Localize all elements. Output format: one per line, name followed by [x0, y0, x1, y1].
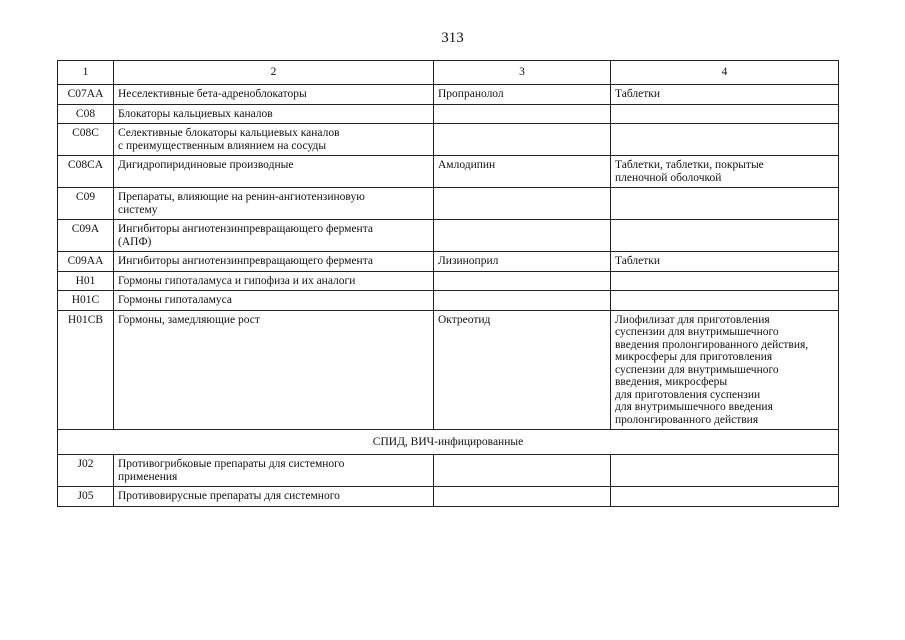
dosage-form-cell: [611, 188, 839, 220]
atc-code-cell: J02: [58, 455, 114, 487]
drug-name-cell: [434, 271, 611, 291]
atc-code-cell: C09A: [58, 220, 114, 252]
drug-name-cell: [434, 188, 611, 220]
atc-code-cell: C09AA: [58, 252, 114, 272]
group-name-cell: Неселективные бета-адреноблокаторы: [114, 85, 434, 105]
group-name-cell: Противогрибковые препараты для системного применения: [114, 455, 434, 487]
group-name-cell: Противовирусные препараты для системного: [114, 487, 434, 507]
table-row: [58, 104, 839, 124]
drug-name-cell: [434, 124, 611, 156]
atc-code-cell: C08C: [58, 124, 114, 156]
table-body: [58, 85, 839, 507]
column-header-2: 2: [114, 61, 434, 85]
drug-name-cell: Амлодипин: [434, 156, 611, 188]
dosage-form-cell: [611, 124, 839, 156]
dosage-form-cell: Таблетки, таблетки, покрытые пленочной оболочкой: [611, 156, 839, 188]
table-row: [58, 271, 839, 291]
table-row: [58, 188, 839, 220]
dosage-form-cell: [611, 291, 839, 311]
group-name-cell: Блокаторы кальциевых каналов: [114, 104, 434, 124]
drug-name-cell: Пропранолол: [434, 85, 611, 105]
column-header-3: 3: [434, 61, 611, 85]
group-name-cell: Селективные блокаторы кальциевых каналов с преимущественным влиянием на сосуды: [114, 124, 434, 156]
drug-name-cell: [434, 104, 611, 124]
section-heading: СПИД, ВИЧ-инфицированные: [58, 430, 839, 455]
dosage-form-cell: [611, 220, 839, 252]
table-row: [58, 220, 839, 252]
drug-name-cell: [434, 220, 611, 252]
section-heading-row: [58, 430, 839, 455]
atc-code-cell: H01: [58, 271, 114, 291]
page-number: 313: [441, 30, 464, 46]
table-row: [58, 156, 839, 188]
dosage-form-cell: Лиофилизат для приготовления суспензии для внутримышечного введения пролонгированного действия, микросферы для приготовления суспензии для внутримышечного введения, микросферы для приготовления суспензии для внутримышечного введения пролонгированного действия: [611, 310, 839, 430]
dosage-form-cell: [611, 455, 839, 487]
dosage-form-cell: [611, 104, 839, 124]
drug-table: [57, 60, 839, 507]
drug-name-cell: [434, 291, 611, 311]
group-name-cell: Ингибиторы ангиотензинпревращающего фермента: [114, 252, 434, 272]
atc-code-cell: C09: [58, 188, 114, 220]
atc-code-cell: C08: [58, 104, 114, 124]
drug-name-cell: [434, 487, 611, 507]
table-row: [58, 310, 839, 430]
table-header-row: [58, 61, 839, 85]
atc-code-cell: H01C: [58, 291, 114, 311]
group-name-cell: Препараты, влияющие на ренин-ангиотензиновую систему: [114, 188, 434, 220]
atc-code-cell: C08CA: [58, 156, 114, 188]
group-name-cell: Гормоны, замедляющие рост: [114, 310, 434, 430]
atc-code-cell: H01CB: [58, 310, 114, 430]
group-name-cell: Гормоны гипоталамуса: [114, 291, 434, 311]
table-row: [58, 487, 839, 507]
table-row: [58, 455, 839, 487]
group-name-cell: Ингибиторы ангиотензинпревращающего фермента (АПФ): [114, 220, 434, 252]
dosage-form-cell: [611, 487, 839, 507]
column-header-1: 1: [58, 61, 114, 85]
table-row: [58, 252, 839, 272]
atc-code-cell: C07AA: [58, 85, 114, 105]
drug-name-cell: Октреотид: [434, 310, 611, 430]
group-name-cell: Гормоны гипоталамуса и гипофиза и их аналоги: [114, 271, 434, 291]
dosage-form-cell: [611, 271, 839, 291]
atc-code-cell: J05: [58, 487, 114, 507]
column-header-4: 4: [611, 61, 839, 85]
group-name-cell: Дигидропиридиновые производные: [114, 156, 434, 188]
table-row: [58, 85, 839, 105]
table-row: [58, 291, 839, 311]
dosage-form-cell: Таблетки: [611, 252, 839, 272]
dosage-form-cell: Таблетки: [611, 85, 839, 105]
drug-name-cell: Лизиноприл: [434, 252, 611, 272]
table-row: [58, 124, 839, 156]
drug-name-cell: [434, 455, 611, 487]
